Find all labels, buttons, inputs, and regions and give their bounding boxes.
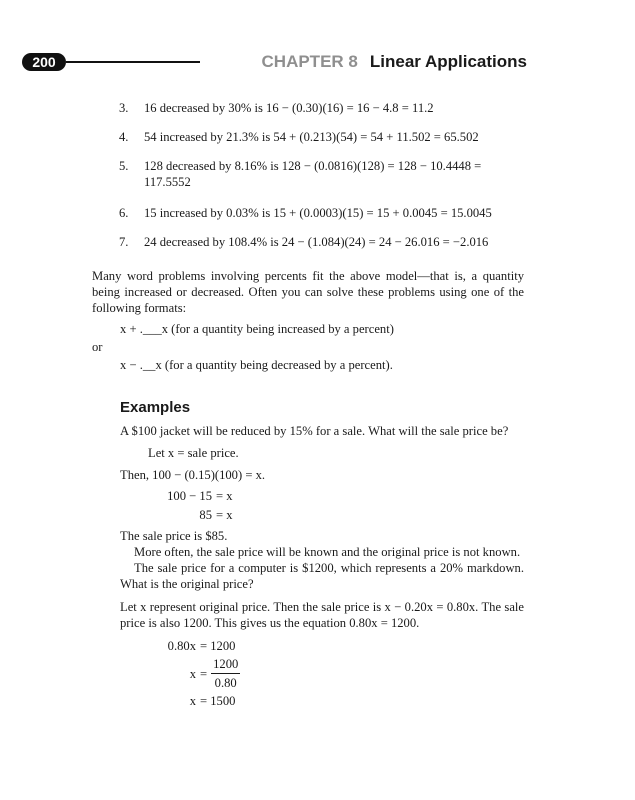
header-rule	[66, 61, 200, 63]
list-item-number: 4.	[119, 130, 129, 144]
examples-section	[120, 400, 524, 709]
fraction-numerator: 1200	[211, 656, 240, 674]
list-item	[92, 129, 524, 145]
example2-solution: Let x represent original price. Then the sale price is x − 0.20x = 0.80x. The sale price is also 1200. This gives us the equation 0.80x = 1200.	[120, 600, 524, 630]
equals-sign: =	[200, 666, 208, 681]
example2-eq2	[148, 656, 524, 691]
example1-let: Let x = sale price.	[148, 446, 239, 460]
equation-right: = x	[216, 489, 233, 503]
list-item-text: 128 decreased by 8.16% is 128 − (0.0816)(128) = 128 − 10.4448 = 117.5552	[144, 159, 482, 189]
list-item	[92, 100, 524, 116]
equation-left: 85	[199, 508, 212, 522]
intro-paragraph: Many word problems involving percents fit the above model—that is, a quantity being increased or decreased. Often you can solve these problems using one of the following formats:	[92, 269, 524, 315]
example1-problem: A $100 jacket will be reduced by 15% for a sale. What will the sale price be?	[120, 424, 509, 438]
list-item	[92, 158, 524, 190]
example2-problem: The sale price for a computer is $1200, which represents a 20% markdown. What is the original price?	[120, 561, 524, 591]
formula-decrease: x − .__x (for a quantity being decreased by a percent).	[120, 358, 393, 372]
example2-eq3	[148, 693, 524, 709]
equation-left: x	[189, 694, 196, 708]
equation-left: x	[189, 666, 196, 681]
example2-eq1	[148, 638, 524, 654]
example1-answer: The sale price is $85.	[120, 529, 228, 543]
equation-right: = x	[216, 508, 233, 522]
list-item-text: 16 decreased by 30% is 16 − (0.30)(16) = 16 − 4.8 = 11.2	[144, 101, 434, 115]
list-item-number: 6.	[119, 206, 129, 220]
chapter-label: CHAPTER 8	[261, 52, 358, 71]
list-item-number: 7.	[119, 235, 129, 249]
list-item-number: 3.	[119, 101, 129, 115]
equation-right: = 1200	[200, 639, 236, 653]
chapter-heading	[262, 50, 527, 74]
page-body	[92, 100, 524, 709]
example1-then: Then, 100 − (0.15)(100) = x.	[120, 468, 266, 482]
list-item	[92, 234, 524, 250]
page-header	[22, 50, 527, 74]
list-item	[92, 205, 524, 221]
more-often-paragraph: More often, the sale price will be known and the original price is not known.	[134, 545, 521, 559]
list-item-text: 54 increased by 21.3% is 54 + (0.213)(54) = 54 + 11.502 = 65.502	[144, 130, 479, 144]
list-item-number: 5.	[119, 159, 129, 173]
formula-increase: x + .___x (for a quantity being increased by a percent)	[120, 322, 394, 336]
fraction-denominator: 0.80	[214, 676, 237, 690]
equation-left: 0.80x	[167, 639, 196, 653]
example1-step1	[148, 488, 524, 504]
example1-step2	[148, 507, 524, 523]
fraction	[211, 656, 240, 691]
examples-heading: Examples	[120, 399, 191, 416]
list-item-text: 15 increased by 0.03% is 15 + (0.0003)(15) = 15 + 0.0045 = 15.0045	[144, 206, 492, 220]
list-item-text: 24 decreased by 108.4% is 24 − (1.084)(24) = 24 − 26.016 = −2.016	[144, 235, 489, 249]
chapter-title: Linear Applications	[369, 52, 527, 71]
page-number-badge: 200	[22, 53, 66, 71]
or-text: or	[92, 340, 103, 354]
equation-left: 100 − 15	[167, 489, 212, 503]
equation-right: = 1500	[200, 694, 236, 708]
